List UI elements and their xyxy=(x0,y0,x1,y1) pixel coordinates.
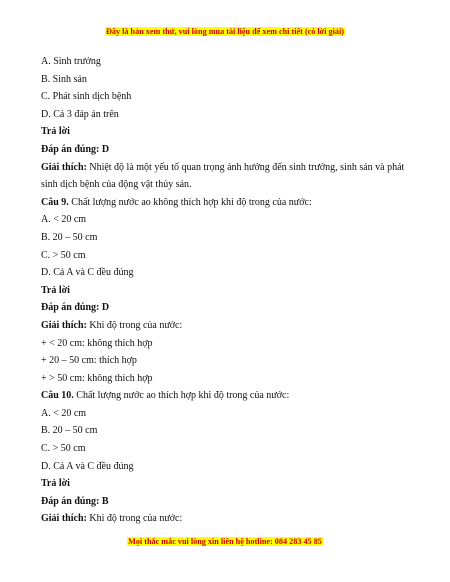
q10-option-c: C. > 50 cm xyxy=(41,443,86,455)
q9-explanation-text: Khi độ trong của nước: xyxy=(86,319,183,331)
q9-explanation-line: + > 50 cm: không thích hợp xyxy=(41,372,153,384)
q10-correct-answer: Đáp án đúng: B xyxy=(41,495,109,507)
q8-option-d: D. Cả 3 đáp án trên xyxy=(41,108,119,120)
q10-option-b: B. 20 – 50 cm xyxy=(41,425,98,437)
q9-text: Chất lượng nước ao không thích hợp khi độ trong của nước: xyxy=(68,196,312,208)
q10-answer-heading: Trả lời xyxy=(41,478,70,490)
q9-option-c: C. > 50 cm xyxy=(41,249,86,261)
q10-explanation-text: Khi độ trong của nước: xyxy=(86,513,183,525)
q8-explanation-text: Nhiệt độ là một yếu tố quan trọng ảnh hưởng đến sinh trưởng, sinh sản và phát sinh dịch bệnh của động vật thủy sản. xyxy=(41,161,405,191)
q10-label: Câu 10. xyxy=(41,390,74,402)
preview-banner-text: Đây là bản xem thử, vui lòng mua tài liệu để xem chi tiết (có lời giải) xyxy=(105,27,344,36)
q10-explanation-label: Giải thích: xyxy=(41,513,87,525)
q9-option-d: D. Cả A và C đều đúng xyxy=(41,267,134,279)
q8-option-c: C. Phát sinh dịch bệnh xyxy=(41,91,132,103)
q10-explanation xyxy=(41,510,411,528)
q8-option-b: B. Sinh sản xyxy=(41,73,87,85)
q9-explanation-label: Giải thích: xyxy=(41,319,87,331)
hotline-banner-text: Mọi thắc mắc vui lòng xin liên hệ hotline: 084 283 45 85 xyxy=(128,537,322,546)
q8-correct-answer: Đáp án đúng: D xyxy=(41,143,110,155)
q9-question xyxy=(41,194,411,212)
q8-option-a: A. Sinh trưởng xyxy=(41,56,101,67)
q9-option-a: A. < 20 cm xyxy=(41,214,87,226)
q9-label: Câu 9. xyxy=(41,196,69,208)
q10-question xyxy=(41,387,411,405)
q9-option-b: B. 20 – 50 cm xyxy=(41,231,98,243)
q9-answer-heading: Trả lời xyxy=(41,284,70,296)
q10-option-d: D. Cả A và C đều đúng xyxy=(41,460,134,472)
document-body xyxy=(41,53,411,528)
q10-option-a: A. < 20 cm xyxy=(41,407,87,419)
q8-answer-heading: Trả lời xyxy=(41,126,70,138)
q9-explanation xyxy=(41,317,411,335)
q8-explanation xyxy=(41,159,411,194)
q8-explanation-label: Giải thích: xyxy=(41,161,87,173)
q9-explanation-line: + 20 – 50 cm: thích hợp xyxy=(41,355,137,367)
hotline-banner xyxy=(0,536,450,547)
q10-text: Chất lượng nước ao thích hợp khi độ trong của nước: xyxy=(73,390,290,402)
preview-banner xyxy=(0,26,450,37)
q9-correct-answer: Đáp án đúng: D xyxy=(41,302,110,314)
q9-explanation-line: + < 20 cm: không thích hợp xyxy=(41,337,153,349)
